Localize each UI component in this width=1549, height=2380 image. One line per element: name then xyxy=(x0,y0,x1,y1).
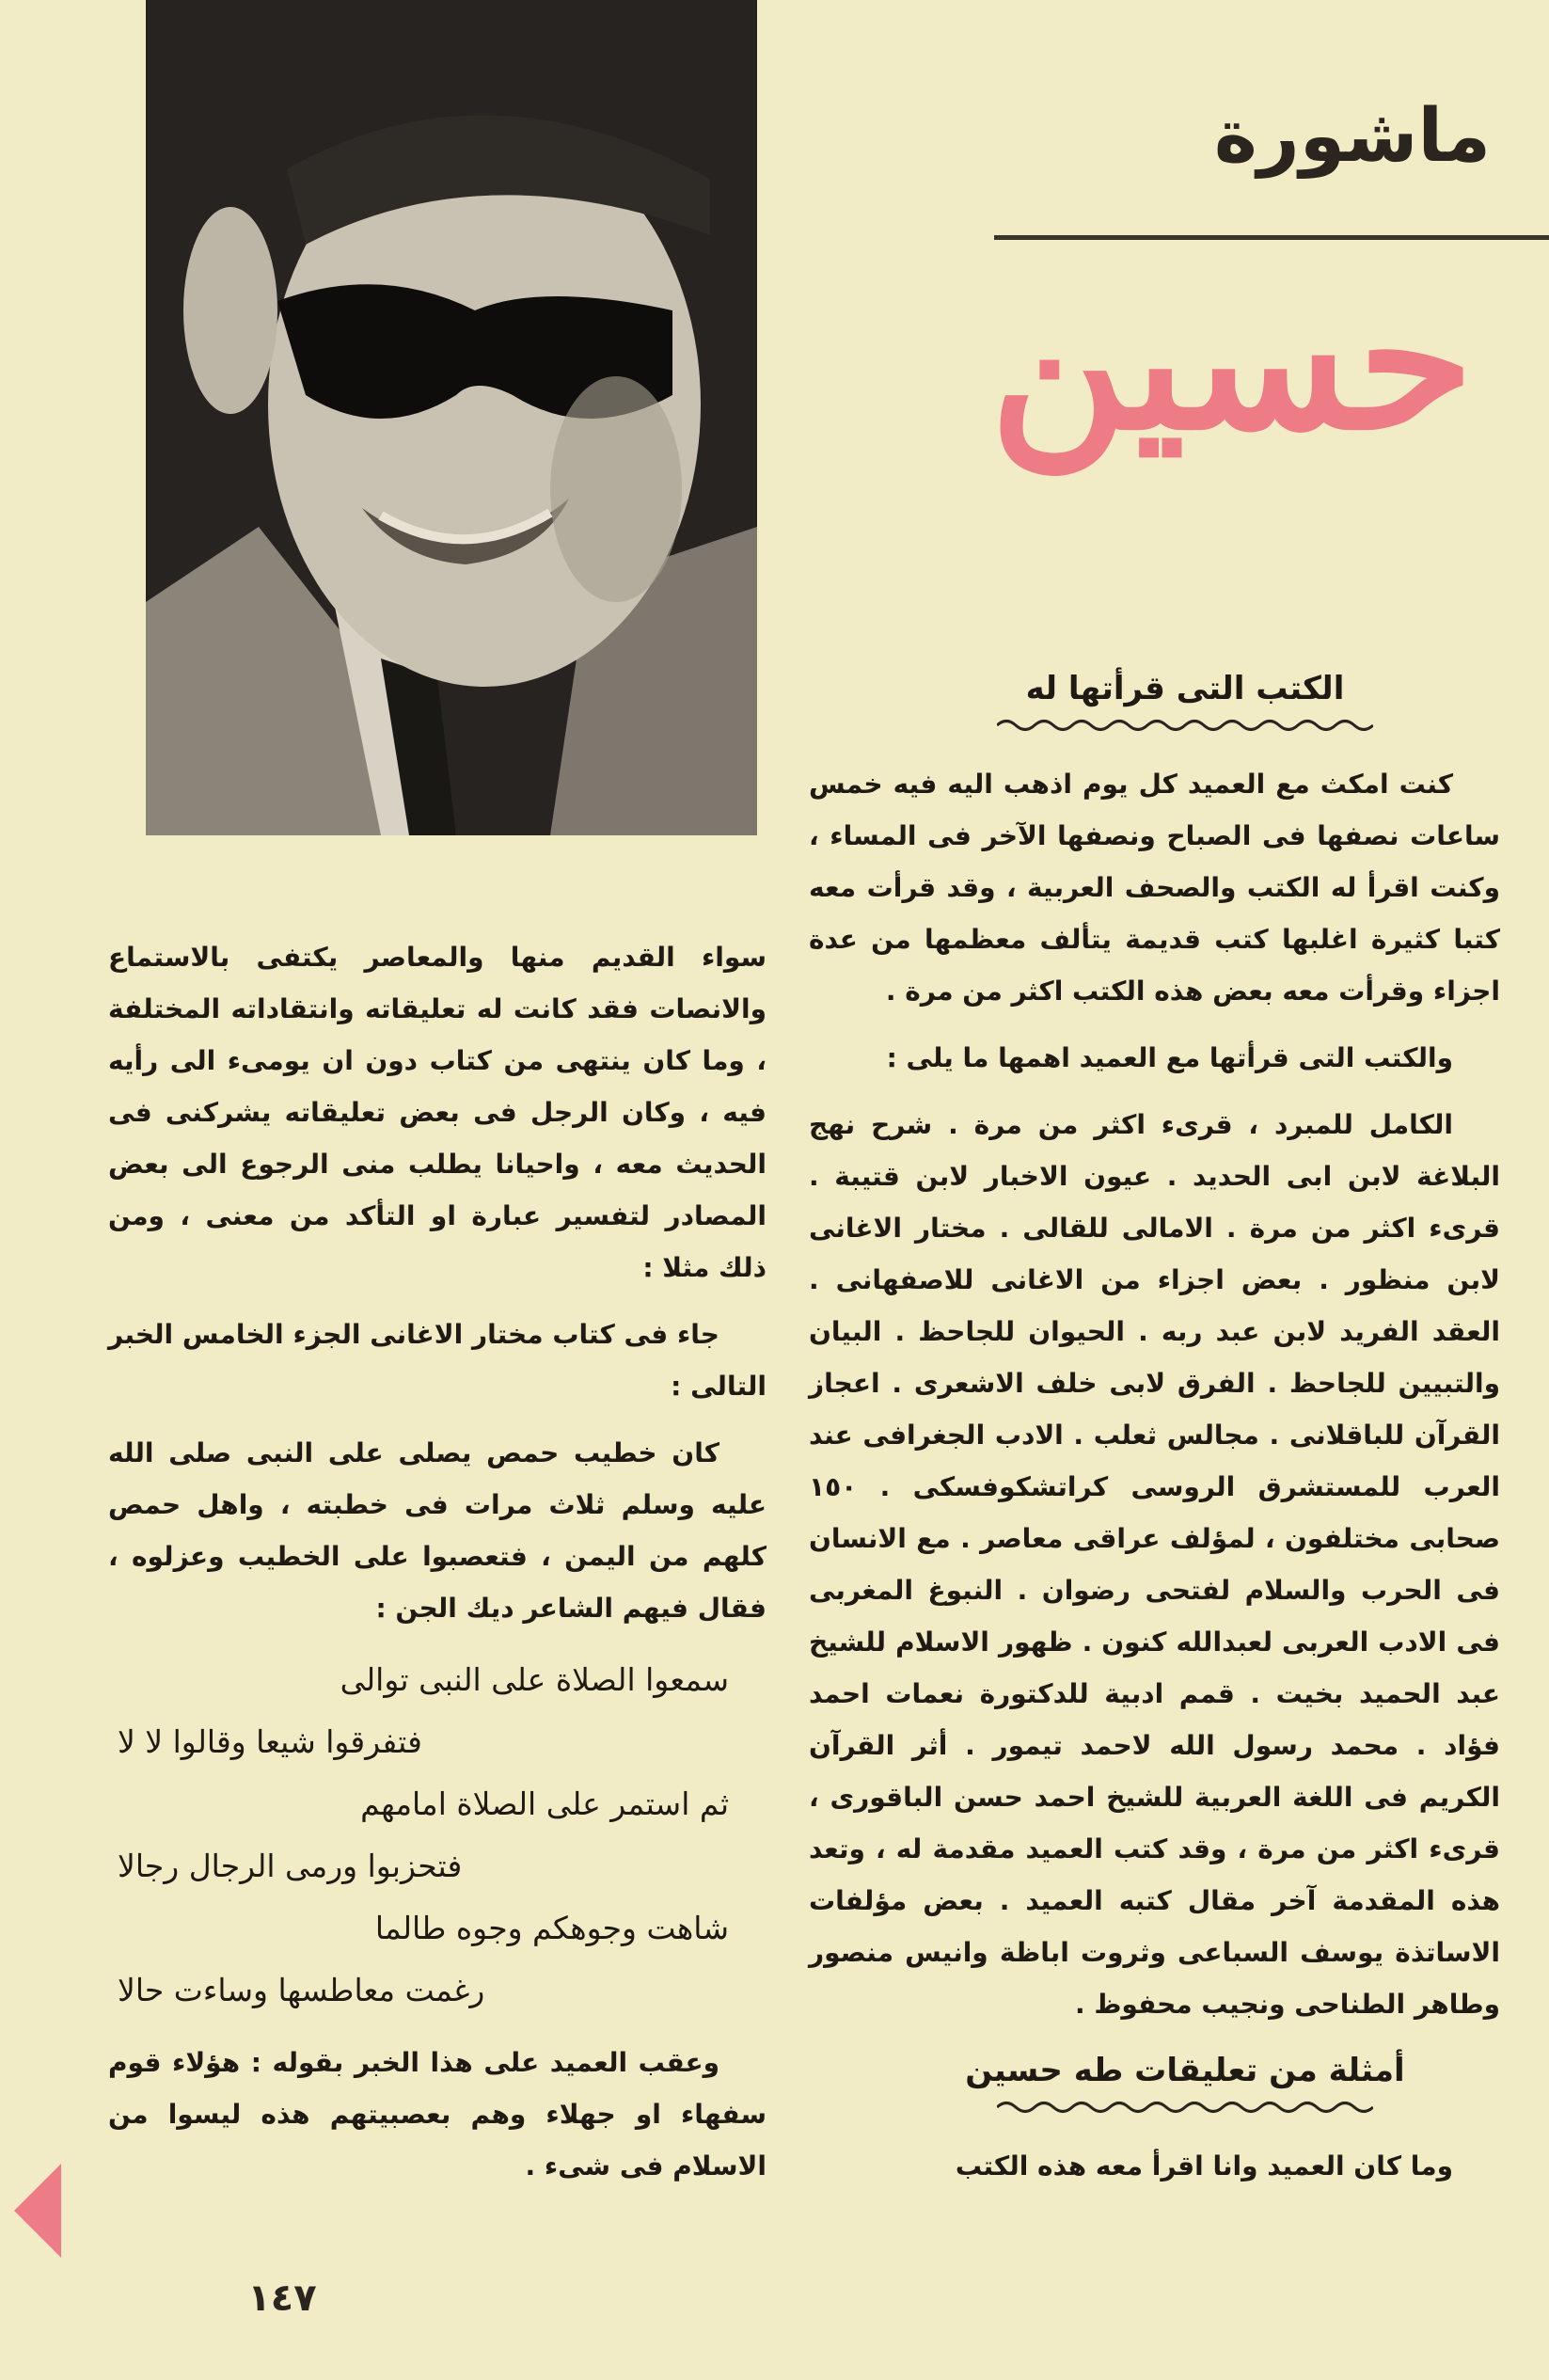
paragraph: سواء القديم منها والمعاصر يكتفى بالاستماع والانصات فقد كانت له تعليقاته وانتقاداته المختلفة ، وما كان ينتهى من كتاب دون ان يومىء الى رأيه فيه ، وكان الرجل فى بعض تعليقاته يشركنى فى الحديث معه ، واحيانا يطلب منى الرجوع الى بعض المصادر لتفسير عبارة او التأكد من معنى ، ومن ذلك مثلا : xyxy=(108,942,767,1283)
paragraph: الكامل للمبرد ، قرىء اكثر من مرة . شرح نهج البلاغة لابن ابى الحديد . عيون الاخبار لابن قتيبة . قرىء اكثر من مرة . الامالى للقالى . مختار الاغانى لابن منظور . بعض اجزاء من الاغانى للاصفهانى . العقد الفريد لابن عبد ربه . الحيوان للجاحظ . البيان والتبيين للجاحظ . الفرق لابى خلف الاشعرى . اعجاز القرآن للباقلانى . مجالس ثعلب . الادب الجغرافى عند العرب للمستشرق الروسى كراتشكوفسكى . ١٥٠ صحابى مختلفون ، لمؤلف عراقى معاصر . مع الانسان فى الحرب والسلام لفتحى رضوان . النبوغ المغربى فى الادب العربى لعبدالله كنون . ظهور الاسلام للشيخ عبد الحميد بخيت . قمم ادبية للدكتورة نعمات احمد فؤاد . محمد رسول الله لاحمد تيمور . أثر القرآن الكريم فى اللغة العربية للشيخ احمد حسن الباقورى ، قرىء اكثر من مرة ، وقد كتب العميد مقدمة له ، وتعد هذه المقدمة آخر مقال كتبه العميد . بعض مؤلفات الاساتذة يوسف السباعى وثروت اباظة وانيس منصور وطاهر الطناحى ونجيب محفوظ . xyxy=(809,1109,1500,2020)
wavy-underline xyxy=(997,2099,1373,2116)
wavy-underline xyxy=(997,717,1373,734)
paragraph: والكتب التى قرأتها مع العميد اهمها ما يلى : xyxy=(886,1042,1453,1073)
portrait-illustration xyxy=(146,0,757,835)
poem-verse: ثم استمر على الصلاة امامهم xyxy=(360,1785,729,1822)
paragraph: وما كان العميد وانا اقرأ معه هذه الكتب xyxy=(955,2150,1453,2182)
paragraph: وعقب العميد على هذا الخبر بقوله : هؤلاء قوم سفهاء او جهلاء وهم بعصبيتهم هذه ليسوا من الاسلام فى شىء . xyxy=(108,2047,767,2182)
poem-verse: سمعوا الصلاة على النبى توالى xyxy=(340,1661,729,1698)
section-heading-comments-text: أمثلة من تعليقات طه حسين xyxy=(965,2052,1405,2089)
section-heading-comments xyxy=(959,2045,1411,2134)
header-divider xyxy=(994,235,1549,240)
poem-verse: رغمت معاطسها وساءت حالا xyxy=(118,1972,485,2008)
section-heading-books-text: الكتب التى قرأتها له xyxy=(1025,670,1345,707)
right-column xyxy=(809,663,1500,2207)
poem xyxy=(108,1649,767,2022)
header-title: ماشورة xyxy=(1213,94,1491,179)
poem-verse: فتفرقوا شيعا وقالوا لا لا xyxy=(118,1723,422,1760)
paragraph: كنت امكث مع العميد كل يوم اذهب اليه فيه خمس ساعات نصفها فى الصباح ونصفها الآخر فى المساء ، وكنت اقرأ له الكتب والصحف العربية ، وقد قرأت معه كتبا كثيرة اغلبها كتب قديمة يتألف معظمها من عدة اجزاء وقرأت معه بعض هذه الكتب اكثر من مرة . xyxy=(809,769,1500,1007)
page-number: ١٤٧ xyxy=(247,2277,317,2320)
paragraph: كان خطيب حمص يصلى على النبى صلى الله عليه وسلم ثلاث مرات فى خطبته ، واهل حمص كلهم من اليمن ، فتعصبوا على الخطيب وعزلوه ، فقال فيهم الشاعر ديك الجن : xyxy=(108,1437,767,1624)
section-heading-books xyxy=(959,663,1411,753)
poem-verse: شاهت وجوهكم وجوه طالما xyxy=(374,1910,729,1946)
page-marker-triangle xyxy=(14,2164,61,2258)
portrait-photo xyxy=(146,0,757,835)
left-column xyxy=(108,931,767,2207)
header-name: حسين xyxy=(989,251,1474,472)
poem-verse: فتحزبوا ورمى الرجال رجالا xyxy=(118,1848,463,1884)
paragraph: جاء فى كتاب مختار الاغانى الجزء الخامس الخبر التالى : xyxy=(108,1319,767,1402)
